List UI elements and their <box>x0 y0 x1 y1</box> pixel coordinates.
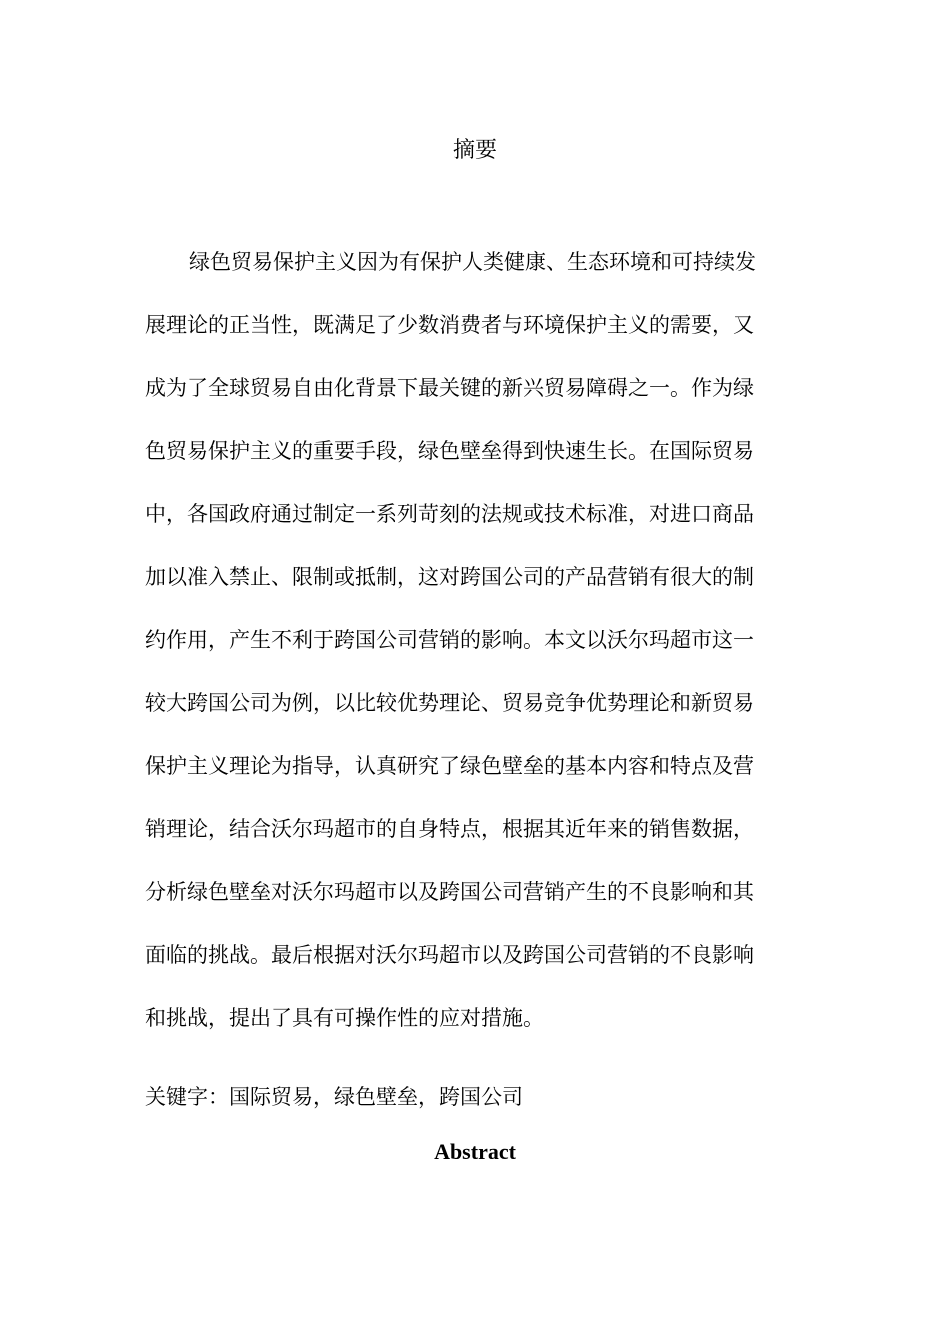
abstract-line: 成为了全球贸易自由化背景下最关键的新兴贸易障碍之一。作为绿 <box>145 376 754 400</box>
abstract-line: 中，各国政府通过制定一系列苛刻的法规或技术标准，对进口商品 <box>145 502 754 526</box>
keywords-line <box>145 1077 795 1117</box>
abstract-line: 约作用，产生不利于跨国公司营销的影响。本文以沃尔玛超市这一 <box>145 628 754 652</box>
abstract-line: 销理论，结合沃尔玛超市的自身特点，根据其近年来的销售数据， <box>145 817 754 841</box>
abstract-title: 摘要 <box>452 138 497 163</box>
abstract-line: 分析绿色壁垒对沃尔玛超市以及跨国公司营销产生的不良影响和其 <box>145 880 754 904</box>
abstract-line: 面临的挑战。最后根据对沃尔玛超市以及跨国公司营销的不良影响 <box>145 943 754 967</box>
abstract-line: 保护主义理论为指导，认真研究了绿色壁垒的基本内容和特点及营 <box>145 754 754 778</box>
abstract-line: 绿色贸易保护主义因为有保护人类健康、生态环境和可持续发 <box>189 250 756 274</box>
abstract-line: 色贸易保护主义的重要手段，绿色壁垒得到快速生长。在国际贸易 <box>145 439 754 463</box>
abstract-body <box>145 231 795 1050</box>
abstract-line: 较大跨国公司为例，以比较优势理论、贸易竞争优势理论和新贸易 <box>145 691 754 715</box>
abstract-line: 展理论的正当性，既满足了少数消费者与环境保护主义的需要，又 <box>145 313 754 337</box>
keywords-label: 关键字： <box>145 1085 229 1109</box>
abstract-line: 和挑战，提出了具有可操作性的应对措施。 <box>145 1006 544 1030</box>
abstract-line: 加以准入禁止、限制或抵制，这对跨国公司的产品营销有很大的制 <box>145 565 754 589</box>
english-abstract-heading: Abstract <box>434 1139 516 1164</box>
keywords-text: 国际贸易，绿色壁垒，跨国公司 <box>229 1085 523 1109</box>
